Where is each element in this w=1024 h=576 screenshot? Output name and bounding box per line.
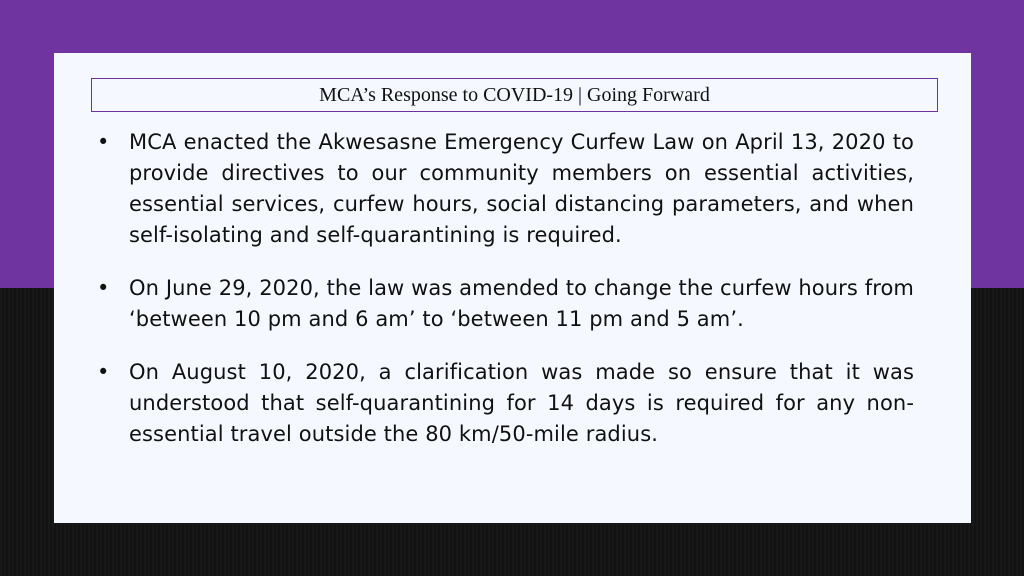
bullet-item xyxy=(94,127,914,251)
slide-panel xyxy=(54,53,971,523)
bullet-item xyxy=(94,357,914,450)
slide-title: MCA’s Response to COVID-19 | Going Forward xyxy=(319,83,710,106)
bullet-marker: • xyxy=(97,276,110,300)
bullet-item xyxy=(94,273,914,335)
title-box xyxy=(91,78,938,112)
bullet-text: On June 29, 2020, the law was amended to change the curfew hours from ‘between 10 pm and 6 am’ to ‘between 11 pm and 5 am’. xyxy=(129,276,914,331)
bullet-text: On August 10, 2020, a clarification was made so ensure that it was understood that self-quarantining for 14 days is required for any non-essential travel outside the 80 km/50-mile radius. xyxy=(129,360,914,446)
bullet-text: MCA enacted the Akwesasne Emergency Curfew Law on April 13, 2020 to provide directives to our community members on essential activities, essential services, curfew hours, social distancing parameters, and when self-isolating and self-quarantining is required. xyxy=(129,130,914,247)
bullet-marker: • xyxy=(97,360,110,384)
bullet-list xyxy=(94,127,914,472)
bullet-marker: • xyxy=(97,130,110,154)
